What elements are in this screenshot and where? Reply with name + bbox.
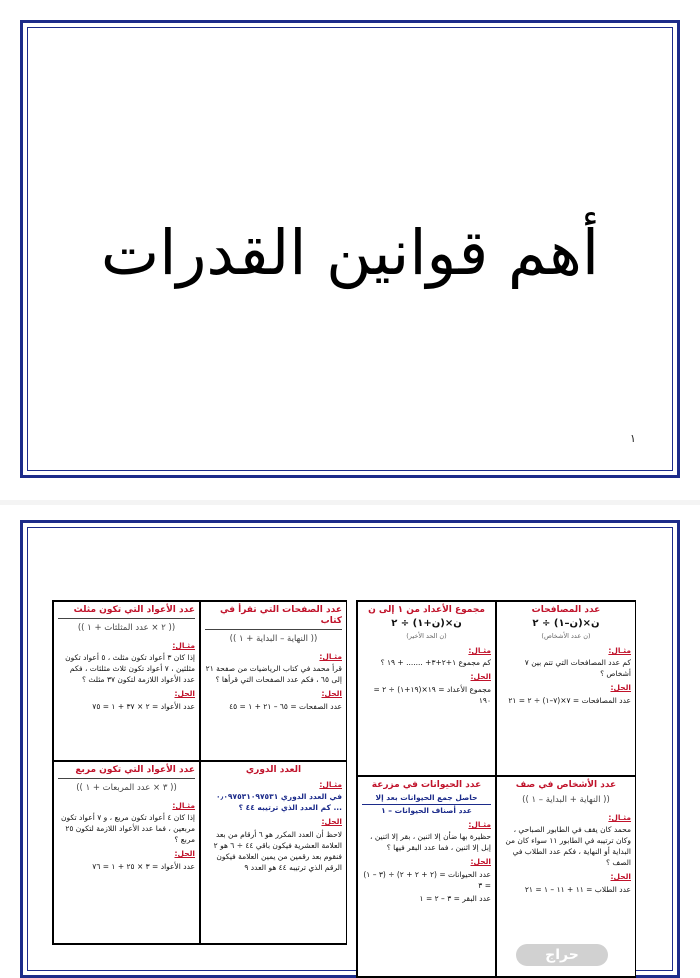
rule-law: ن×(ن–١) ÷ ٢ <box>532 618 600 629</box>
solution-text: عدد الصفحات = ٦٥ – ٢١ + ١ = ٤٥ <box>229 702 342 711</box>
example-label: مثـال: <box>608 813 631 822</box>
rule-card-handshakes <box>496 601 636 776</box>
example-text: محمد كان يقف في الطابور الصباحي ، وكان ترتيبه في الطابور ١١ سواء كان من البداية أو النهاية ، فكم عدد الطلاب في الصف ؟ <box>505 825 631 867</box>
rule-title: عدد الأعواد التي تكون مثلث <box>58 605 195 619</box>
example-label: مثـال: <box>319 652 342 661</box>
rule-law: (( النهاية + البداية – ١ )) <box>522 795 610 805</box>
solution-label: الحل: <box>470 857 491 866</box>
rule-title: عدد الحيوانات في مزرعة <box>371 780 482 790</box>
example-label: مثـال: <box>468 646 491 655</box>
example-label: مثـال: <box>172 641 195 650</box>
example-label: مثـال: <box>319 780 342 789</box>
solution-text: عدد الأعواد = ٢ × ٣٧ + ١ = ٧٥ <box>92 702 195 711</box>
page-number: ١ <box>630 432 636 445</box>
rule-card-triangle-sticks <box>53 601 200 761</box>
solution-label: الحل: <box>470 672 491 681</box>
rules-box-left <box>52 600 347 945</box>
rules-box-right <box>356 600 636 978</box>
solution-label: الحل: <box>610 683 631 692</box>
solution-text: مجموع الأعداد = ١٩×(١٩+١) ÷ ٢ = ١٩٠ <box>373 685 491 705</box>
example-text: إذا كان ٤ أعواد تكون مربع ، و ٧ أعواد تكون مربعين ، فما عدد الأعواد اللازمة لتكون ٢٥ مربع ؟ <box>60 813 195 844</box>
solution-label: الحل: <box>321 817 342 826</box>
solution-label: الحل: <box>174 849 195 858</box>
example-text: حظيرة بها ضأن إلا اثنين ، بقر إلا اثنين ، إبل إلا اثنين ، فما عدد البقر فيها ؟ <box>370 832 491 852</box>
rule-law: ن×(ن+١) ÷ ٢ <box>391 618 462 629</box>
solution-text: عدد المصافحات = ٧×(٧–١) ÷ ٢ = ٢١ <box>508 696 631 705</box>
solution-text: عدد الأعواد = ٣ × ٢٥ + ١ = ٧٦ <box>92 862 195 871</box>
rule-title: عدد الأعواد التي تكون مربع <box>58 765 195 779</box>
rule-card-square-sticks <box>53 761 200 944</box>
rule-title: العدد الدوري <box>245 765 302 775</box>
example-text: إذا كان ٣ أعواد تكون مثلث ، ٥ أعواد تكون مثلثين ، ٧ أعواد تكون ثلاث مثلثات ، فكم عدد الأعواد اللازمة لتكون ٣٧ مثلث ؟ <box>65 653 195 684</box>
rule-title: عدد المصافحات <box>531 605 601 615</box>
rule-card-repeating-decimal <box>200 761 347 944</box>
example-label: مثـال: <box>172 801 195 810</box>
rule-law: حاصل جمع الحيوانات بعد إلا <box>375 793 478 802</box>
solution-text: عدد الطلاب = ١١ + ١١ – ١ = ٢١ <box>524 885 631 894</box>
rule-card-sum-series <box>357 601 496 776</box>
rule-law: (( ٣ × عدد المربعات + ١ )) <box>76 783 177 793</box>
example-text: في العدد الدوري ٠٫٠٩٧٥٣١٠٩٧٥٣١ ... كم العدد الذي ترتيبه ٤٤ ؟ <box>215 792 342 812</box>
rule-law: (( ٢ × عدد المثلثات + ١ )) <box>77 623 176 633</box>
solution-text: لاحظ أن العدد المكرر هو ٦ أرقام من بعد العلامة العشرية فيكون باقي ٤٤ ÷ ٦ هو ٢ فنقوم بعد رقمين من يمين العلامة فيكون الرقم الذي ترتيبه ٤٤ هو العدد ٩ <box>213 830 342 872</box>
example-text: قرأ محمد في كتاب الرياضيات من صفحة ٢١ إلى ٦٥ ، فكم عدد الصفحات التي قرأها ؟ <box>205 664 342 684</box>
example-text: كم عدد المصافحات التي تتم بين ٧ أشخاص ؟ <box>524 658 631 678</box>
rule-card-pages-read <box>200 601 347 761</box>
rule-law-note: (ن الحد الأخير) <box>406 632 447 640</box>
rule-law-note: (ن عدد الأشخاص) <box>541 632 591 640</box>
rule-card-farm-animals <box>357 776 496 977</box>
rule-title: عدد الصفحات التي تقرأ في كتاب <box>205 605 342 630</box>
rule-law-denominator: عدد أصناف الحيوانات – ١ <box>362 804 491 816</box>
rule-title: عدد الأشخاص في صف <box>515 780 617 790</box>
solution-text: عدد الحيوانات = (٢ + ٢ + ٢) ÷ (٣ – ١) = ٣ <box>363 870 491 890</box>
solution-label: الحل: <box>321 689 342 698</box>
example-label: مثـال: <box>468 820 491 829</box>
rules-page <box>0 505 700 978</box>
rule-law: (( النهاية – البداية + ١ )) <box>229 634 318 644</box>
solution-text-2: عدد البقر = ٣ – ٢ = ١ <box>419 894 491 903</box>
solution-label: الحل: <box>610 872 631 881</box>
solution-label: الحل: <box>174 689 195 698</box>
example-label: مثـال: <box>608 646 631 655</box>
watermark-logo: حراج <box>516 944 608 966</box>
example-text: كم مجموع ١+٢+٣+ ....... + ١٩ ؟ <box>380 658 491 667</box>
rule-title: مجموع الأعداد من ١ إلى ن <box>368 605 485 615</box>
page-title: أهم قوانين القدرات <box>100 216 600 289</box>
